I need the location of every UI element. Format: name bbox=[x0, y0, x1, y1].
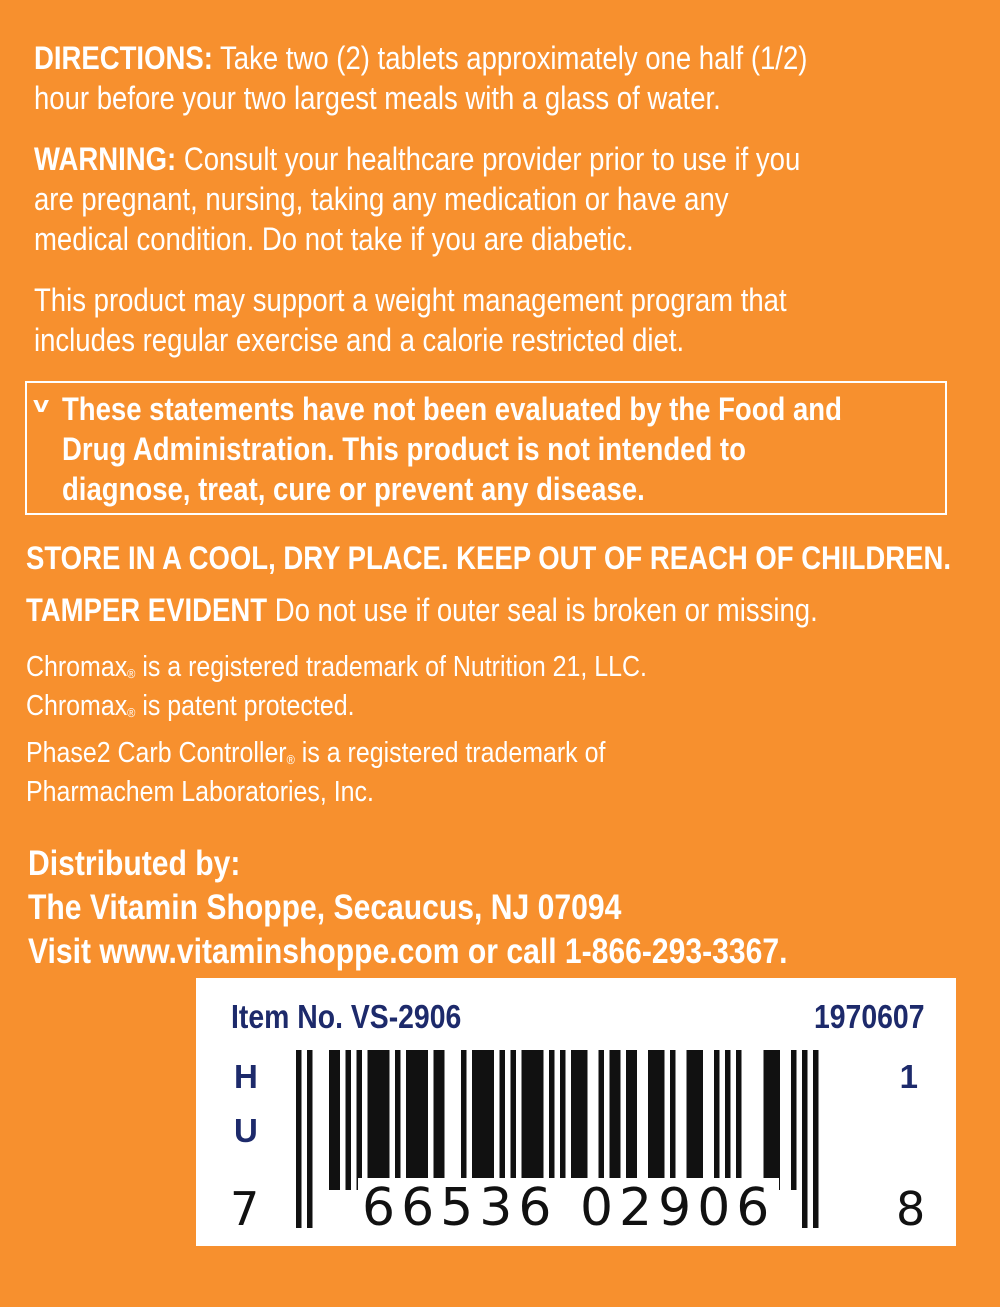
directions-line-2: hour before your two largest meals with a glass of water. bbox=[34, 80, 721, 116]
barcode-bar bbox=[791, 1050, 797, 1190]
distributor-line-3: Visit www.vitaminshoppe.com or call 1-866-293-3367. bbox=[28, 932, 788, 971]
support-line-2: includes regular exercise and a calorie restricted diet. bbox=[34, 322, 685, 358]
lot-code: 1970607 bbox=[813, 998, 924, 1035]
barcode-bar bbox=[472, 1050, 494, 1190]
side-letter-h: H bbox=[234, 1058, 258, 1095]
warning-section bbox=[34, 139, 834, 259]
barcode-bar bbox=[626, 1050, 637, 1190]
barcode-bar bbox=[599, 1050, 605, 1190]
barcode-bar bbox=[714, 1050, 720, 1190]
distributor-line-1: Distributed by: bbox=[28, 844, 241, 883]
barcode-bar bbox=[296, 1050, 302, 1228]
support-statement bbox=[34, 280, 834, 360]
barcode-bar bbox=[307, 1050, 313, 1228]
side-digit: 1 bbox=[899, 1058, 918, 1095]
barcode-panel bbox=[196, 978, 956, 1246]
support-line-1: This product may support a weight management program that bbox=[34, 282, 787, 318]
phase2-name: Phase2 Carb Controller bbox=[26, 737, 287, 769]
barcode-bar bbox=[329, 1050, 340, 1190]
warning-line-3: medical condition. Do not take if you are diabetic. bbox=[34, 221, 634, 257]
distributor-line-2: The Vitamin Shoppe, Secaucus, NJ 07094 bbox=[28, 888, 622, 927]
barcode-check-digit: 8 bbox=[896, 1182, 926, 1236]
warning-line-1: Consult your healthcare provider prior to use if you bbox=[183, 141, 801, 177]
chromax-line-1: is a registered trademark of Nutrition 21, LLC. bbox=[142, 651, 647, 683]
barcode-bar bbox=[736, 1050, 742, 1190]
barcode-bar bbox=[368, 1050, 390, 1190]
barcode-bar bbox=[687, 1050, 704, 1190]
distributor-info bbox=[28, 842, 788, 974]
barcode-bar bbox=[346, 1050, 352, 1190]
barcode-bar bbox=[395, 1050, 401, 1190]
directions-heading: DIRECTIONS: bbox=[34, 40, 213, 76]
registered-mark: ® bbox=[286, 752, 295, 767]
phase2-trademark bbox=[26, 734, 605, 812]
fda-line-2: Drug Administration. This product is not intended to bbox=[62, 431, 746, 467]
phase2-line-1: is a registered trademark of bbox=[301, 737, 606, 769]
storage-warning: STORE IN A COOL, DRY PLACE. KEEP OUT OF REACH OF CHILDREN. bbox=[26, 540, 952, 576]
barcode-bar bbox=[511, 1050, 517, 1190]
barcode-bar bbox=[434, 1050, 445, 1190]
side-letter-u: U bbox=[234, 1112, 258, 1149]
chromax-trademark bbox=[26, 648, 647, 726]
chromax-name-1: Chromax bbox=[26, 651, 128, 683]
barcode-bar bbox=[522, 1050, 544, 1190]
barcode-bar bbox=[764, 1050, 781, 1190]
barcode-bar bbox=[725, 1050, 731, 1190]
tamper-statement bbox=[26, 590, 818, 630]
fda-disclaimer-text bbox=[62, 389, 842, 509]
barcode-middle-digits: 66536 02906 bbox=[358, 1178, 779, 1238]
barcode-bar bbox=[648, 1050, 665, 1190]
barcode-lead-digit: 7 bbox=[230, 1182, 260, 1236]
barcode-bar bbox=[461, 1050, 467, 1190]
chromax-name-2: Chromax bbox=[26, 690, 128, 722]
disclaimer-check-mark: v bbox=[33, 392, 50, 417]
barcode-bar bbox=[357, 1050, 363, 1190]
registered-mark: ® bbox=[127, 705, 136, 720]
phase2-line-2: Pharmachem Laboratories, Inc. bbox=[26, 776, 374, 808]
barcode-bar bbox=[406, 1050, 428, 1190]
barcode-bar bbox=[571, 1050, 588, 1190]
chromax-line-2: is patent protected. bbox=[142, 690, 355, 722]
warning-line-2: are pregnant, nursing, taking any medication or have any bbox=[34, 181, 729, 217]
barcode-bar bbox=[813, 1050, 819, 1228]
barcode-bar bbox=[670, 1050, 676, 1190]
fda-line-3: diagnose, treat, cure or prevent any disease. bbox=[62, 471, 645, 507]
tamper-text: Do not use if outer seal is broken or missing. bbox=[274, 592, 818, 628]
barcode-bar bbox=[500, 1050, 506, 1190]
barcode-bar bbox=[802, 1050, 808, 1228]
warning-heading: WARNING: bbox=[34, 141, 177, 177]
tamper-heading: TAMPER EVIDENT bbox=[26, 592, 268, 628]
directions-section bbox=[34, 38, 834, 118]
directions-line-1: Take two (2) tablets approximately one half (1/2) bbox=[220, 40, 808, 76]
fda-line-1: These statements have not been evaluated by the Food and bbox=[62, 391, 842, 427]
item-number: Item No. VS-2906 bbox=[231, 998, 462, 1035]
barcode-bar bbox=[610, 1050, 621, 1190]
registered-mark: ® bbox=[127, 666, 136, 681]
